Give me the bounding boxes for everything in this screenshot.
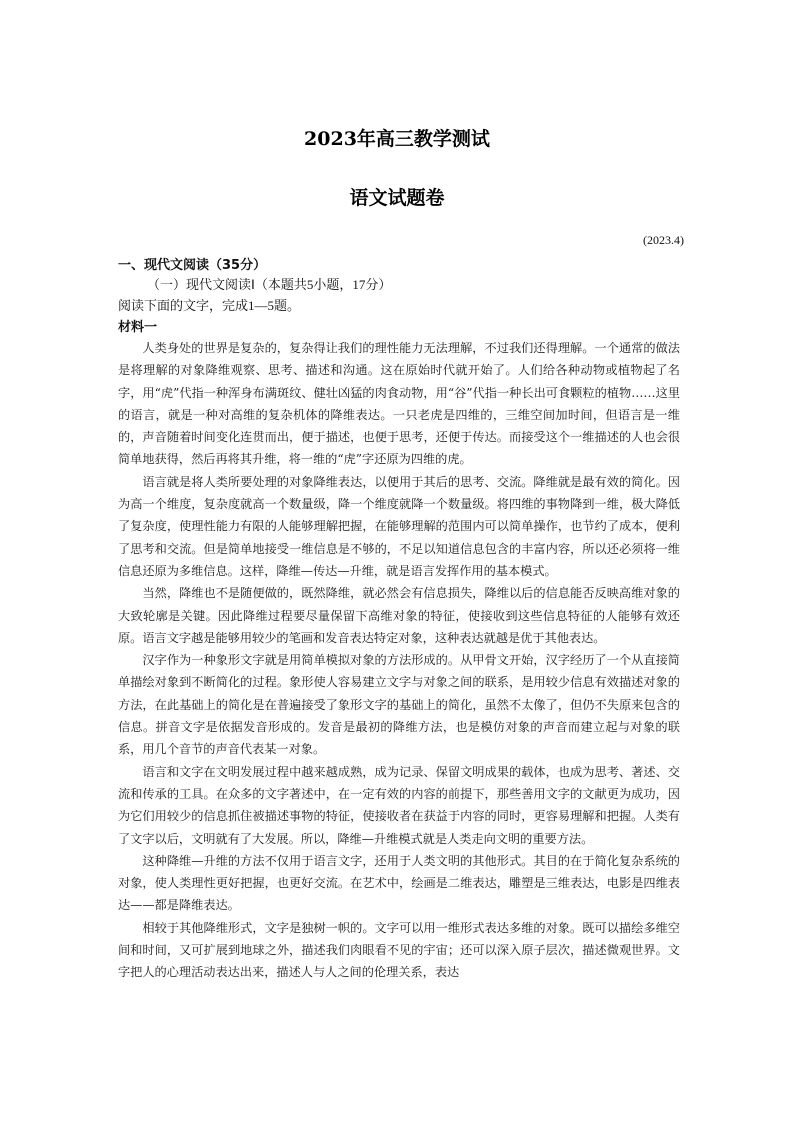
paragraph: 这种降维—升维的方法不仅用于语言文字，还用于人类文明的其他形式。其目的在于简化复杂系统的对象，使人类理性更好把握，也更好交流。在艺术中，绘画是二维表达，雕塑是三维表达，电影是四维表达——都是降维表达。 xyxy=(118,853,680,913)
exam-date: (2023.4) xyxy=(643,233,684,247)
exam-subtitle: 语文试题卷 xyxy=(349,187,445,209)
section-heading: 一、现代文阅读（35分） xyxy=(118,258,267,273)
paragraph: 人类身处的世界是复杂的，复杂得让我们的理性能力无法理解，不过我们还得理解。一个通常的做法是将理解的对象降维观察、思考、描述和沟通。这在原始时代就开始了。人们给各种动物或植物起了名字，用“虎”代指一种浑身布满斑纹、健壮凶猛的肉食动物，用“谷”代指一种长出可食颗粒的植物……这里的语言，就是一种对高维的复杂机体的降维表达。一只老虎是四维的，三维空间加时间，但语言是一维的，声音随着时间变化连贯而出，便于描述，也便于思考，还便于传达。而接受这个一维描述的人也会很简单地获得，然后再将其升维，将一维的“虎”字还原为四维的虎。 xyxy=(118,341,680,467)
paragraph: 语言就是将人类所要处理的对象降维表达，以便用于其后的思考、交流。降维就是最有效的简化。因为高一个维度，复杂度就高一个数量级，降一个维度就降一个数量级。将四维的事物降到一维，极大降低了复杂度，使理性能力有限的人能够理解把握，在能够理解的范围内可以简单操作，也节约了成本，便利了思考和交流。但是简单地接受一维信息是不够的，不足以知道信息包含的丰富内容，所以还必须将一维信息还原为多维信息。这样，降维—传达—升维，就是语言发挥作用的基本模式。 xyxy=(118,474,680,578)
paragraph: 相较于其他降维形式，文字是独树一帜的。文字可以用一维形式表达多维的对象。既可以描绘多维空间和时间，又可扩展到地球之外，描述我们肉眼看不见的宇宙；还可以深入原子层次，描述微观世界。文字把人的心理活动表达出来，描述人与人之间的伦理关系，表达 xyxy=(118,920,680,980)
exam-title: 2023年高三教学测试 xyxy=(304,128,490,150)
paragraph: 语言和文字在文明发展过程中越来越成熟，成为记录、保留文明成果的载体，也成为思考、著述、交流和传承的工具。在众多的文字著述中，在一定有效的内容的前提下，那些善用文字的文献更为成功，因为它们用较少的信息抓住被描述事物的特征，使接收者在获益于内容的同时，更容易理解和把握。人类有了文字以后，文明就有了大发展。所以，降维—升维模式就是人类走向文明的重要方法。 xyxy=(118,764,680,846)
material-heading: 材料一 xyxy=(118,320,158,335)
paragraph: 当然，降维也不是随便做的，既然降维，就必然会有信息损失，降维以后的信息能否反映高维对象的大致轮廓是关键。因此降维过程要尽量保留下高维对象的特征，使接收到这些信息特征的人能够有效还原。语言文字越是能够用较少的笔画和发音表达特定对象，这种表达就越是优于其他表达。 xyxy=(118,586,680,645)
reading-instruction: 阅读下面的文字，完成1—5题。 xyxy=(118,298,301,313)
reading-passage xyxy=(118,337,680,984)
paragraph: 汉字作为一种象形文字就是用简单模拟对象的方法形成的。从甲骨文开始，汉字经历了一个从直接简单描绘对象到不断简化的过程。象形使人容易建立文字与对象之间的联系，是用较少信息有效描述对象的方法，在此基础上的简化是在普遍接受了象形文字的基础上的简化，虽然不太像了，但仍不失原来包含的信息。拼音文字是依据发音形成的。发音是最初的降维方法，也是模仿对象的声音而建立起与对象的联系，用几个音节的声音代表某一对象。 xyxy=(118,653,680,757)
subsection-heading: （一）现代文阅读Ⅰ（本题共5小题，17分） xyxy=(147,277,392,292)
